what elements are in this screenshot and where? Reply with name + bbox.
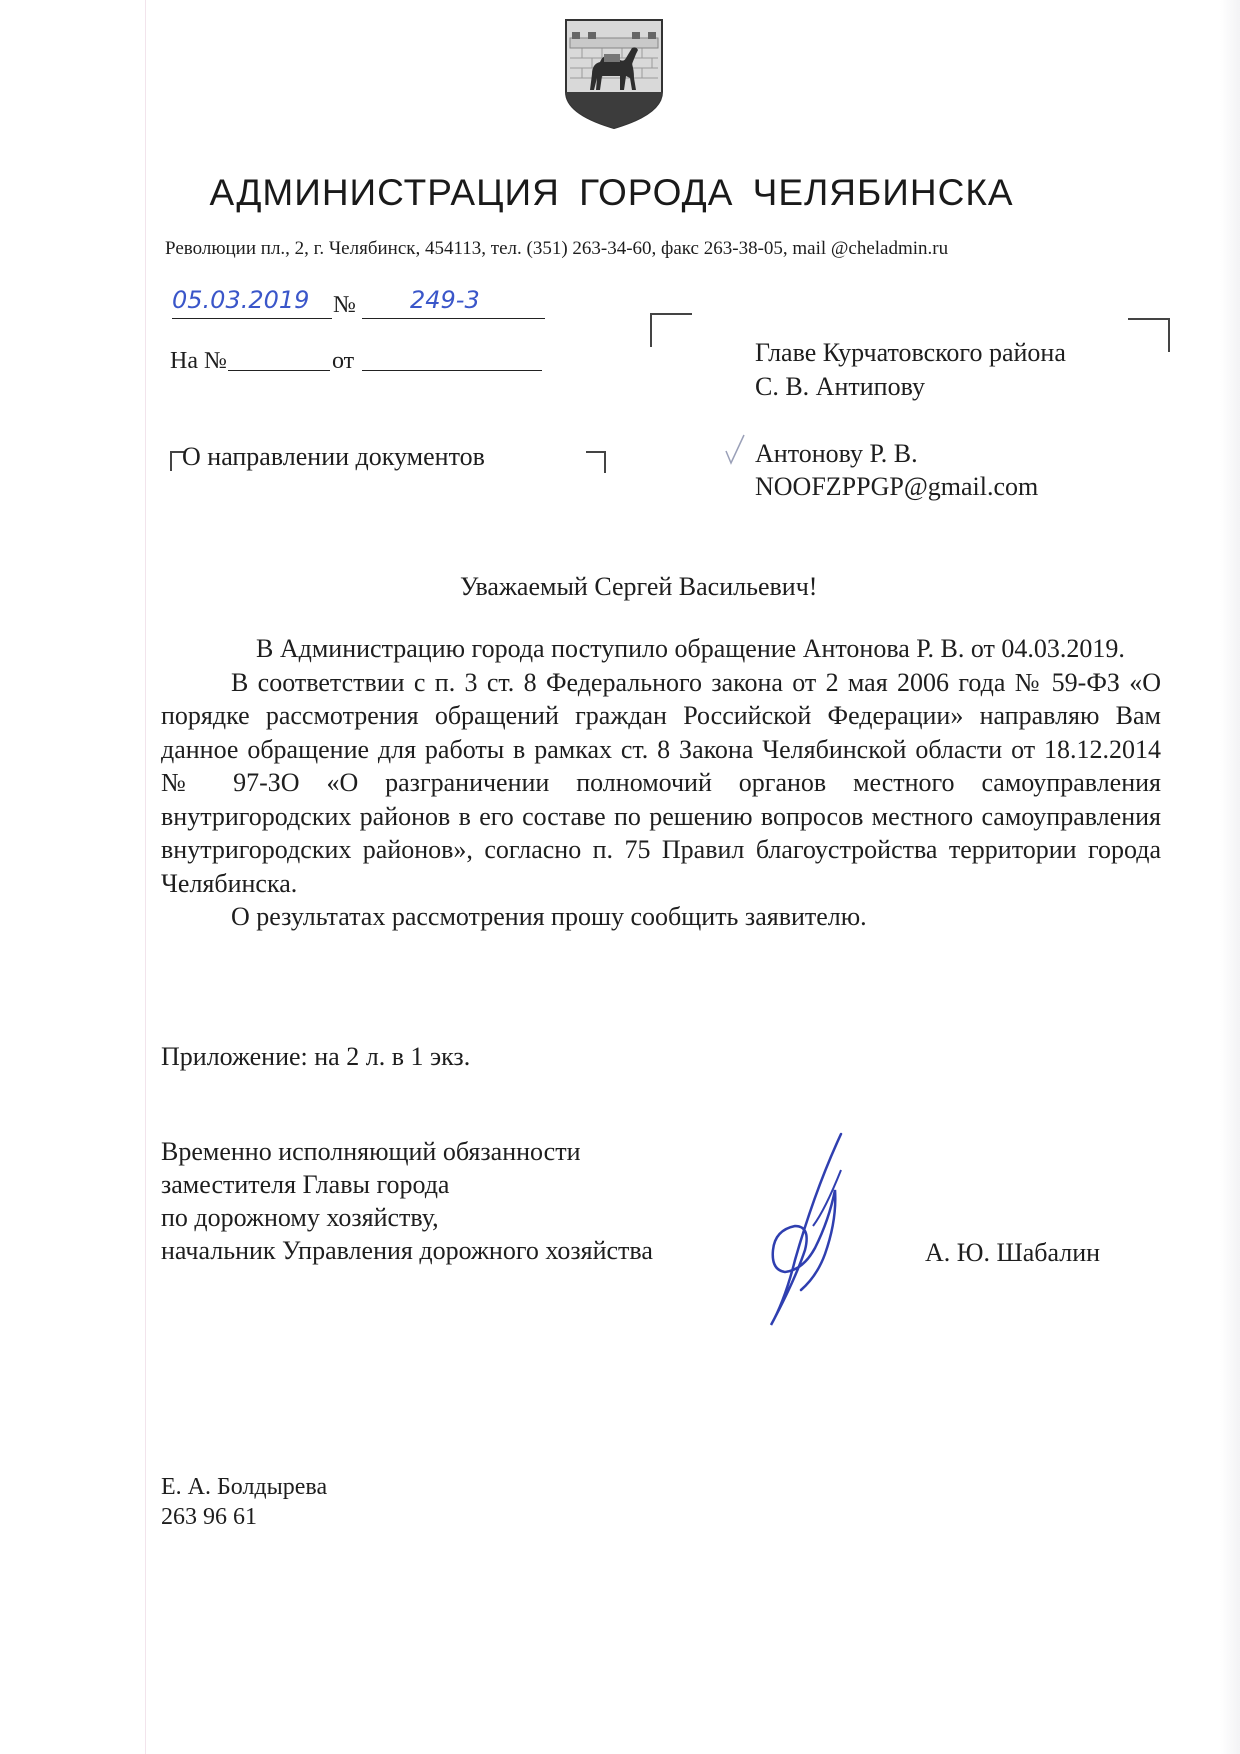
registration-date: 05.03.2019 xyxy=(172,286,310,314)
recipient-line-2: С. В. Антипову xyxy=(755,372,925,401)
position-line-3: по дорожному хозяйству, xyxy=(161,1203,439,1232)
handwritten-signature-icon xyxy=(755,1130,865,1335)
address-corner-right xyxy=(1128,318,1170,352)
cc-name: Антонову Р. В. xyxy=(755,439,918,468)
salutation: Уважаемый Сергей Васильевич! xyxy=(460,572,818,601)
recipient-line-1: Главе Курчатовского района xyxy=(755,338,1066,367)
number-label: № xyxy=(333,292,356,318)
address-corner-left xyxy=(650,313,692,347)
signatory-name: А. Ю. Шабалин xyxy=(925,1238,1101,1267)
cc-email: NOOFZPPGP@gmail.com xyxy=(755,472,1039,501)
executor-name: Е. А. Болдырева xyxy=(161,1474,328,1500)
registration-number: 249-3 xyxy=(410,286,480,314)
scan-edge-shadow xyxy=(1220,0,1240,1754)
from-label: от xyxy=(332,348,355,374)
signatory-position xyxy=(161,1135,653,1267)
letter-subject: О направлении документов xyxy=(182,442,485,471)
organization-title: АДМИНИСТРАЦИЯ ГОРОДА ЧЕЛЯБИНСКА xyxy=(209,172,1014,213)
letter-body xyxy=(161,632,1161,934)
body-paragraph-1: В Администрацию города поступило обращение Антонова Р. В. от 04.03.2019. xyxy=(256,634,1125,663)
number-underline xyxy=(362,318,545,319)
subject-corner-right xyxy=(586,451,606,473)
date-underline xyxy=(172,318,332,319)
position-line-4: начальник Управления дорожного хозяйства xyxy=(161,1236,653,1265)
coat-of-arms-icon xyxy=(562,18,666,130)
reply-number-underline xyxy=(228,370,330,371)
body-paragraph-3: О результатах рассмотрения прошу сообщить заявителю. xyxy=(231,902,867,931)
page-margin-line xyxy=(145,0,146,1754)
reply-label: На № xyxy=(170,348,227,374)
body-paragraph-2: В соответствии с п. 3 ст. 8 Федерального закона от 2 мая 2006 года № 59-ФЗ «О порядке рассмотрения обращений граждан Российской Федерации» направляю Вам данное обращение для работы в рамках ст. 8 Закона Челябинской области от 18.12.2014 № 97-ЗО «О разграничении полномочий органов местного самоуправления внутригородских районов в его составе по решению вопросов местного самоуправления внутригородских районов», согласно п. 75 Правил благоустройства территории города Челябинска. xyxy=(161,667,1161,898)
attachment-note: Приложение: на 2 л. в 1 экз. xyxy=(161,1042,471,1071)
executor-phone: 263 96 61 xyxy=(161,1504,257,1530)
checkmark-icon xyxy=(724,433,746,465)
position-line-2: заместителя Главы города xyxy=(161,1170,450,1199)
reply-date-underline xyxy=(362,370,542,371)
position-line-1: Временно исполняющий обязанности xyxy=(161,1137,581,1166)
organization-address: Революции пл., 2, г. Челябинск, 454113, тел. (351) 263-34-60, факс 263-38-05, mail @cheladmin.ru xyxy=(165,238,949,259)
